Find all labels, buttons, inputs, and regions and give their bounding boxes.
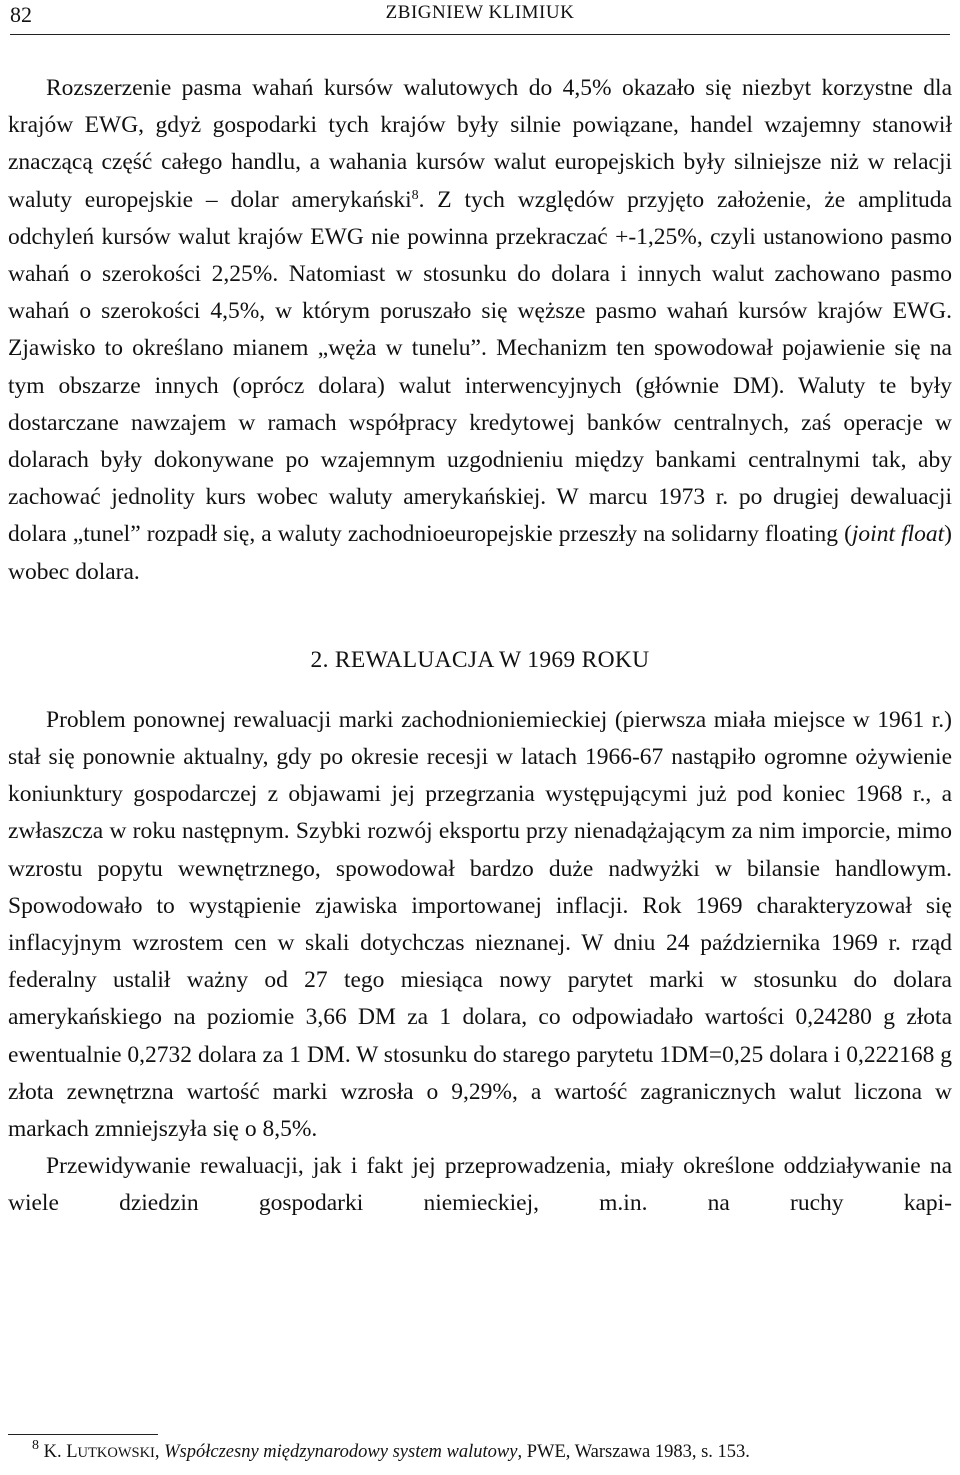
page-number: 82 (10, 2, 32, 27)
paragraph-text: . Z tych względów przyjęto założenie, że amplituda odchyleń kursów walut krajów EWG nie powinna przekraczać +-1,25%, czyli ustanowiono pasmo wahań o szerokości 2,25%. Natomiast w stosunku do dolara i innych walut zachowano pasmo wahań o szerokości 4,5%, w którym poruszało się węższe pasmo wahań kursów krajów EWG. Zjawisko to określano mianem „węża w tunelu”. Mechanizm ten spowodował pojawienie się na tym obszarze innych (oprócz dolara) walut interwencyjnych (głównie DM). Waluty te były dostarczane nawzajem w ramach współpracy kredytowej banków centralnych, zaś operacje w dolarach były dokonywane po wzajemnym uzgodnieniu między bankami centralnymi tak, aby zachować jednolity kurs wobec waluty amerykańskiej. W marcu 1973 r. po drugiej dewaluacji dolara „tunel” rozpadł się, a waluty zachodnioeuropejskie przeszły na solidarny floating ( (8, 186, 952, 548)
footnote-title: Współczesny międzynarodowy system walutowy (164, 1442, 518, 1462)
paragraph-expectations: Przewidywanie rewaluacji, jak i fakt jej przeprowadzenia, miały określone oddziaływanie na wiele dziedzin gospodarki niemieckiej, m.in. na ruchy kapi- (8, 1153, 952, 1217)
footnote-reference: 8 (411, 187, 419, 203)
footnote-number: 8 (32, 1438, 39, 1453)
page-header (10, 0, 950, 35)
footnote-author-surname: UTKOWSKI (77, 1445, 155, 1461)
paragraph-snake-in-tunnel (8, 70, 952, 591)
footnote-author-initial: K. L (43, 1442, 78, 1462)
footnote (8, 1440, 952, 1465)
paragraph-revaluation: Problem ponownej rewaluacji marki zachodnioniemieckiej (pierwsza miała miejsce w 1961 r.) stał się ponownie aktualny, gdy po okresie recesji w latach 1966-67 nastąpiło ogromne ożywienie koniunktury gospodarczej z objawami jej przegrzania występującymi już pod koniec 1968 r., a zwłaszcza w roku następnym. Szybki rozwój eksportu przy nienadążającym za nim imporcie, mimo wzrostu popytu wewnętrznego, spowodował bardzo duże nadwyżki w bilansie handlowym. Spowodowało to wystąpienie zjawiska importowanej inflacji. Rok 1969 charakteryzował się inflacyjnym wzrostem cen w skali dotychczas nieznanej. W dniu 24 października 1969 r. rząd federalny ustalił ważny od 27 tego miesiąca nowy parytet marki w stosunku do dolara amerykańskiego na poziomie 3,66 DM za 1 dolara, co odpowiadało wartości 0,24280 g złota ewentualnie 0,2732 dolara za 1 DM. W stosunku do starego parytetu 1DM=0,25 dolara i 0,222168 g złota zewnętrzna wartość marki wzrosła o 9,29%, a wartość zagranicznych walut liczona w markach zmniejszyła się o 8,5%. (8, 706, 952, 1143)
paragraph-text: ) wobec dolara. (8, 521, 952, 585)
section-heading: 2. REWALUACJA W 1969 ROKU (310, 646, 650, 673)
footnote-divider (8, 1434, 158, 1435)
footnote-publication: , PWE, Warszawa 1983, s. 153. (517, 1442, 750, 1462)
running-head: ZBIGNIEW KLIMIUK (385, 2, 575, 23)
paragraph-text: Rozszerzenie pasma wahań kursów walutowych do 4,5% okazało się niezbyt korzystne dla krajów EWG, gdyż gospodarki tych krajów były silnie powiązane, handel wzajemny stanowił znaczącą część całego handlu, a wahania kursów walut europejskich były silniejsze niż w relacji waluty europejskie – dolar amerykański (8, 75, 952, 213)
page-body (8, 70, 952, 1223)
footnote-separator: , (154, 1442, 165, 1462)
italic-term: joint float (851, 521, 945, 548)
